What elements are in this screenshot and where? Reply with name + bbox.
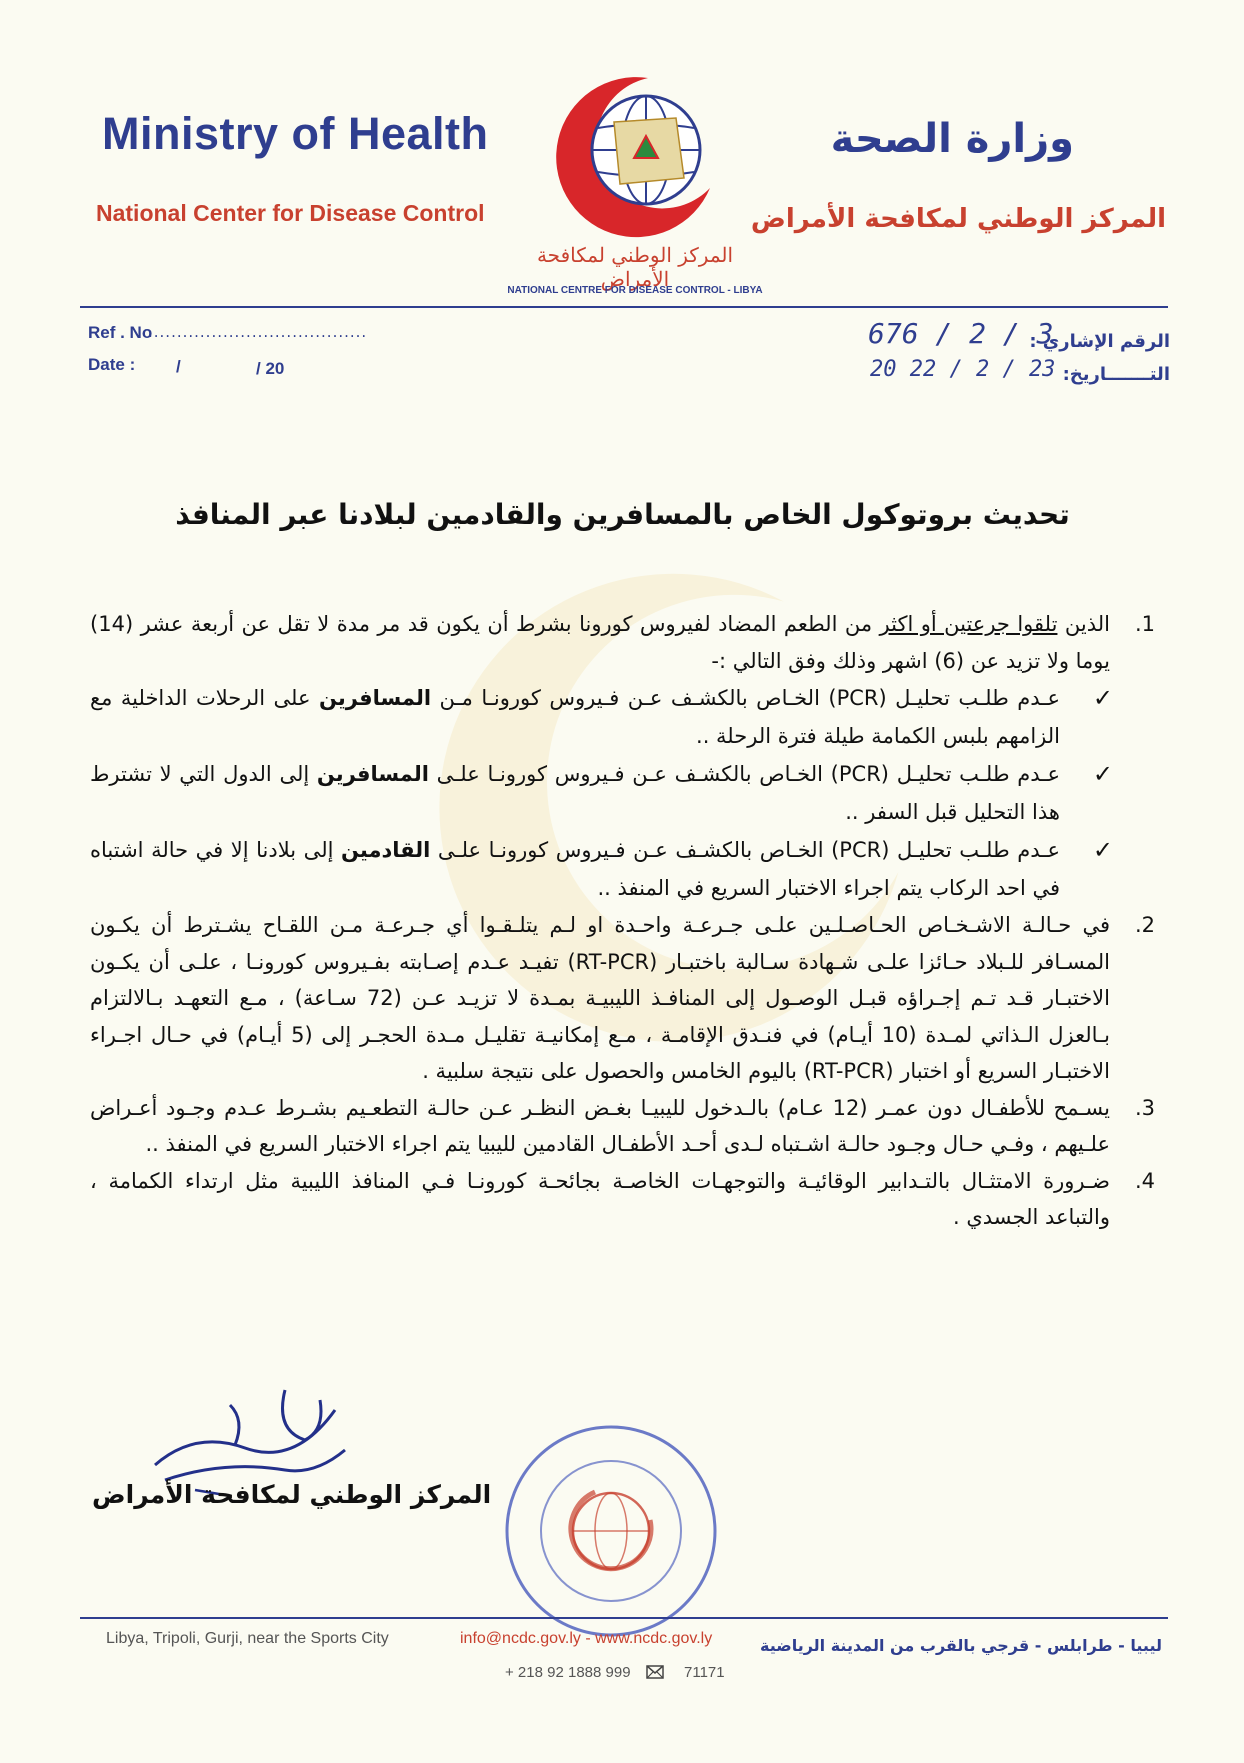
footer-contact[interactable]: info@ncdc.gov.ly - www.ncdc.gov.ly [460, 1630, 713, 1647]
checkmark-icon: ✓ [1092, 836, 1113, 864]
checkmark-icon: ✓ [1092, 760, 1113, 788]
sub-item: ✓ عـدم طلـب تحليـل (PCR) الخـاص بالكشـف عـن فـيروس كورونـا مـن المسافرين على الرحلات الداخلية مع الزامهم بلبس الكمامة طيلة فترة الرحلة .. [90, 679, 1155, 755]
ref-number-label-ar: الرقم الإشاري : [1029, 331, 1170, 352]
footer-address-ar: ليبيا - طرابلس - قرجي بالقرب من المدينة الرياضية [760, 1636, 1162, 1655]
list-item-3: .3 يسـمح للأطفـال دون عمـر (12 عـام) بالـدخول لليبيـا بغـض النظـر عـن حالـة التطعـيم بشـرط عـدم وجـود أعـراض علـيهم ، وفـي حـال وجـود حالـة اشـتباه لـدى أحـد الأطفـال القادمين لليبيا يتم اجراء الاختبار السريع في المنفذ .. [90, 1090, 1155, 1163]
checkmark-icon: ✓ [1092, 684, 1113, 712]
ref-no-dots: ...................................... [148, 323, 368, 341]
logo-caption-ar: المركز الوطني لمكافحة الأمراض [536, 243, 734, 291]
sub-item: ✓ عـدم طلـب تحليـل (PCR) الخـاص بالكشـف عـن فـيروس كورونـا علـى المسافرين إلى الدول التي لا تشترط هذا التحليل قبل السفر .. [90, 755, 1155, 831]
ref-no-label: Ref . No [88, 323, 153, 342]
date-label: Date : [88, 355, 136, 374]
signatory-organization: المركز الوطني لمكافحة الأمراض [92, 1480, 492, 1509]
ncdc-subtitle-en: National Center for Disease Control [96, 200, 485, 226]
ministry-title-en: Ministry of Health [102, 108, 489, 159]
header-divider [80, 306, 1168, 308]
list-item-1: .1 الذين تلقوا جرعتين أو اكثر من الطعم المضاد لفيروس كورونا بشرط أن يكون قد مر مدة لا تقل عن أربعة عشر (14) يوما ولا تزيد عن (6) اشهر وذلك وفق التالي :- [90, 606, 1155, 679]
logo-caption-en: NATIONAL CENTRE FOR DISEASE CONTROL - LIBYA [507, 285, 763, 296]
ministry-title-ar: وزارة الصحة [830, 116, 1074, 162]
footer-divider [80, 1617, 1168, 1619]
date-slash-1: / [176, 357, 181, 376]
document-title: تحديث بروتوكول الخاص بالمسافرين والقادمين لبلادنا عبر المنافذ [175, 498, 1070, 531]
footer-address-en: Libya, Tripoli, Gurji, near the Sports City [106, 1630, 389, 1647]
footer-phone: + 218 92 1888 999 [505, 1664, 631, 1681]
ncdc-logo-icon [548, 70, 718, 240]
sub-item: ✓ عـدم طلـب تحليـل (PCR) الخـاص بالكشـف عـن فـيروس كورونـا علـى القادمين إلى بلادنا إلا في حالة اشتباه في احد الركاب يتم اجراء الاختبار السريع في المنفذ .. [90, 831, 1155, 907]
footer-po-box: 71171 [684, 1664, 725, 1681]
list-item-4: .4 ضـرورة الامتثـال بالتـدابير الوقائيـة والتوجهـات الخاصـة بجائحـة كورونـا فـي المنافذ الليبية مثل ارتداء الكمامة ، والتباعد الجسدي . [90, 1163, 1155, 1236]
ref-number-value: 676 / 2 / 3 [868, 317, 1054, 350]
document-body [90, 606, 1155, 1236]
item-number: .2 [1134, 913, 1155, 937]
item-number: .1 [1134, 612, 1155, 636]
mail-box-icon [646, 1665, 664, 1679]
date-label-ar: التـــــــاريخ: [1062, 364, 1170, 385]
date-ar-value: 20 22 / 2 / 23 [870, 357, 1056, 382]
item-number: .4 [1134, 1168, 1155, 1193]
ncdc-subtitle-ar: المركز الوطني لمكافحة الأمراض [750, 204, 1166, 234]
item-number: .3 [1134, 1095, 1155, 1120]
official-stamp [500, 1420, 722, 1642]
list-item-2: .2 في حـالـة الاشـخـاص الحـاصـلـين علـى جـرعـة واحـدة او لـم يتلـقـوا أي جـرعـة مـن اللقـاح يشـترط أن يكـون المسـافر للـبلاد حـائزا علـى شـهادة سـالبة باختبـار (RT-PCR) تفيـد عـدم إصـابته بفـيروس كورونـا ، علـى أن يكـون الاختبـار قـد تـم إجـراؤه قبـل الوصـول إلى المنافـذ الليبيـة بمـدة لا تزيـد عـن (72 سـاعة) ، مـع التعهـد بـالالتزام بـالعزل الـذاتي لمـدة (10 أيـام) في فنـدق الإقامـة ، مـع إمكانيـة تقليـل مـدة الحجـر إلى (5 أيـام) في حـال اجـراء الاختبـار السريع أو اختبار (RT-PCR) باليوم الخامس والحصول على نتيجة سلبية . [90, 907, 1155, 1090]
date-slash-2: / 20 [256, 359, 285, 378]
